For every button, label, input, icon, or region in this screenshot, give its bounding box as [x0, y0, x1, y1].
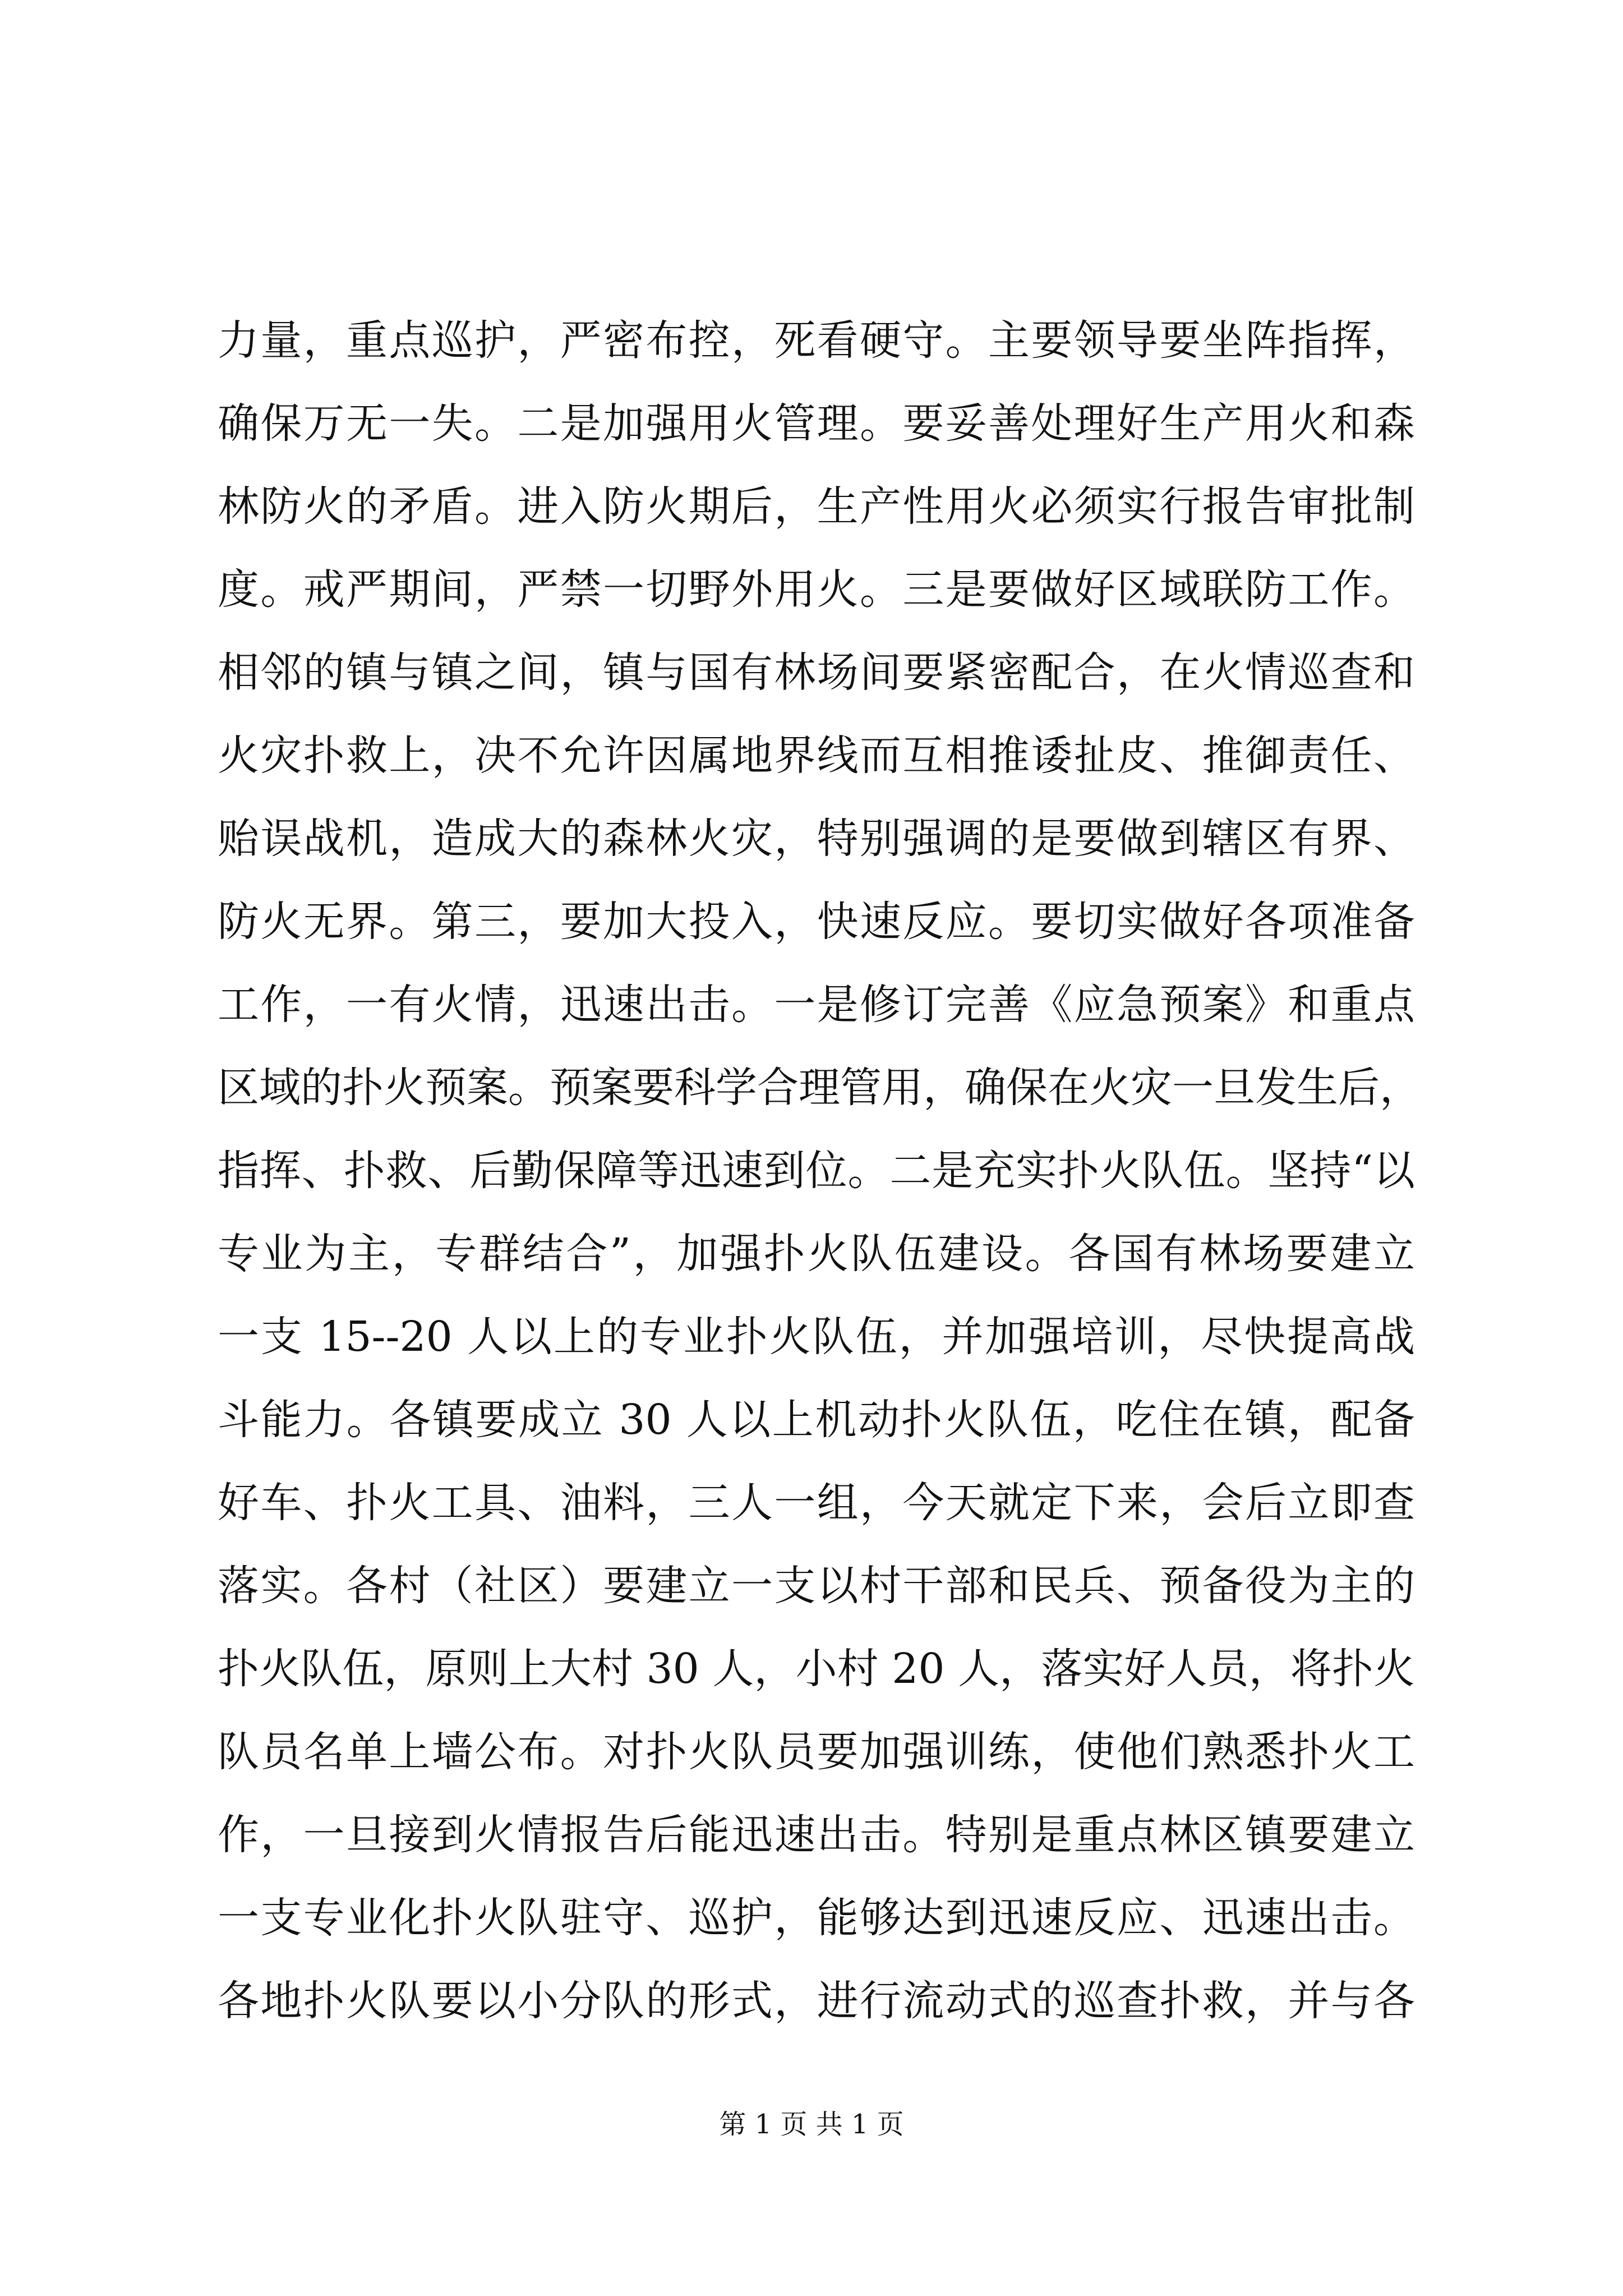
- text-line: 落实。各村（社区）要建立一支以村干部和民兵、预备役为主的: [218, 1562, 1415, 1610]
- text-line: 专业为主，专群结合”，加强扑火队伍建设。各国有林场要建立: [218, 1230, 1415, 1278]
- text-line: 火灾扑救上，决不允许因属地界线而互相推诿扯皮、推御责任、: [218, 731, 1415, 780]
- text-line: 力量，重点巡护，严密布控，死看硬守。主要领导要坐阵指挥，: [218, 316, 1415, 365]
- text-line: 作，一旦接到火情报告后能迅速出击。特别是重点林区镇要建立: [218, 1811, 1415, 1859]
- text-line: 一支专业化扑火队驻守、巡护，能够达到迅速反应、迅速出击。: [218, 1894, 1415, 1942]
- text-line: 各地扑火队要以小分队的形式，进行流动式的巡查扑救，并与各: [218, 1977, 1415, 2025]
- text-line: 贻误战机，造成大的森林火灾，特别强调的是要做到辖区有界、: [218, 815, 1415, 863]
- text-line: 一支 15--20 人以上的专业扑火队伍，并加强培训，尽快提高战: [218, 1313, 1415, 1361]
- text-line: 相邻的镇与镇之间，镇与国有林场间要紧密配合，在火情巡查和: [218, 648, 1415, 697]
- text-line: 工作，一有火情，迅速出击。一是修订完善《应急预案》和重点: [218, 981, 1415, 1029]
- text-line: 度。戒严期间，严禁一切野外用火。三是要做好区域联防工作。: [218, 565, 1415, 614]
- page-footer: 第 1 页 共 1 页: [719, 2109, 904, 2140]
- text-line: 好车、扑火工具、油料，三人一组，今天就定下来，会后立即查: [218, 1479, 1415, 1527]
- body-text: [218, 307, 1421, 2051]
- text-line: 确保万无一失。二是加强用火管理。要妥善处理好生产用火和森: [218, 399, 1415, 448]
- text-line: 区域的扑火预案。预案要科学合理管用，确保在火灾一旦发生后，: [218, 1064, 1421, 1112]
- text-line: 队员名单上墙公布。对扑火队员要加强训练，使他们熟悉扑火工: [218, 1728, 1415, 1776]
- text-line: 扑火队伍，原则上大村 30 人，小村 20 人，落实好人员，将扑火: [218, 1645, 1415, 1693]
- text-line: 防火无界。第三，要加大投入，快速反应。要切实做好各项准备: [218, 898, 1415, 946]
- text-line: 斗能力。各镇要成立 30 人以上机动扑火队伍，吃住在镇，配备: [218, 1396, 1415, 1444]
- text-line: 指挥、扑救、后勤保障等迅速到位。二是充实扑火队伍。坚持“以: [218, 1147, 1415, 1195]
- text-line: 林防火的矛盾。进入防火期后，生产性用火必须实行报告审批制: [218, 482, 1415, 531]
